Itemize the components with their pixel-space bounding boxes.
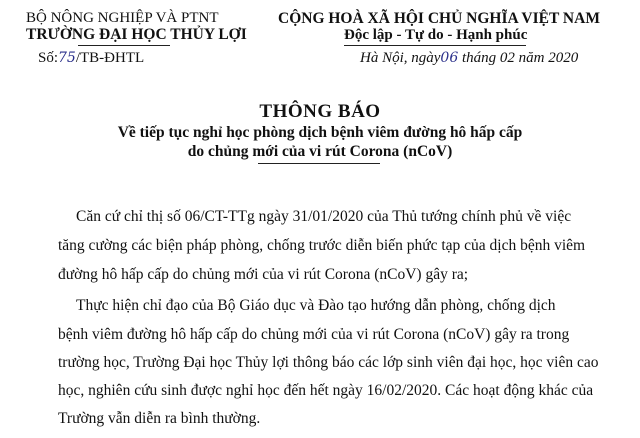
notice-subject-line-2: do chủng mới của vi rút Corona (nCoV) [187,143,453,160]
republic-name: CỘNG HOÀ XÃ HỘI CHỦ NGHĨA VIỆT NAM [278,10,600,27]
paragraph-1-line: Căn cứ chỉ thị số 06/CT-TTg ngày 31/01/2020 của Thủ tướng chính phủ về việc [76,208,572,225]
subject-underline [258,163,380,164]
notice-subject-line-1: Về tiếp tục nghỉ học phòng dịch bệnh viêm đường hô hấp cấp [117,124,523,141]
motto-underline [344,45,526,46]
document-number-handwritten: 75 [58,50,76,66]
paragraph-2-line: trường học, Trường Đại học Thủy lợi thông báo các lớp sinh viên đại học, học viên cao [58,354,599,371]
paragraph-1-line: đường hô hấp cấp do chủng mới của vi rút Corona (nCoV) gây ra; [58,266,469,283]
paragraph-2-line: học, nghiên cứu sinh được nghỉ học đến hết ngày 16/02/2020. Các hoạt động khác của [58,382,594,399]
document-number [38,50,144,67]
paragraph-1-line: tăng cường các biện pháp phòng, chống trước diễn biến phức tạp của dịch bệnh viêm [58,237,586,254]
date-day-handwritten: 06 [440,50,459,66]
notice-title: THÔNG BÁO [259,101,381,122]
paragraph-2-line: Trường vẫn diễn ra bình thường. [58,410,261,427]
date-suffix: tháng 02 năm 2020 [462,50,579,66]
national-motto: Độc lập - Tự do - Hạnh phúc [344,27,528,43]
university-name: TRƯỜNG ĐẠI HỌC THỦY LỢI [26,26,247,43]
document-number-suffix: /TB-ĐHTL [75,50,145,66]
document-number-prefix: Số: [38,50,59,66]
date-line [360,50,578,67]
ministry-name: BỘ NÔNG NGHIỆP VÀ PTNT [26,10,219,26]
date-prefix: Hà Nội, ngày [360,50,441,66]
paragraph-2-line: Thực hiện chỉ đạo của Bộ Giáo dục và Đào tạo hướng dẫn phòng, chống dịch [76,297,556,314]
university-underline [78,45,170,46]
paragraph-2-line: bệnh viêm đường hô hấp cấp do chủng mới của vi rút Corona (nCoV) gây ra trong [58,326,570,343]
